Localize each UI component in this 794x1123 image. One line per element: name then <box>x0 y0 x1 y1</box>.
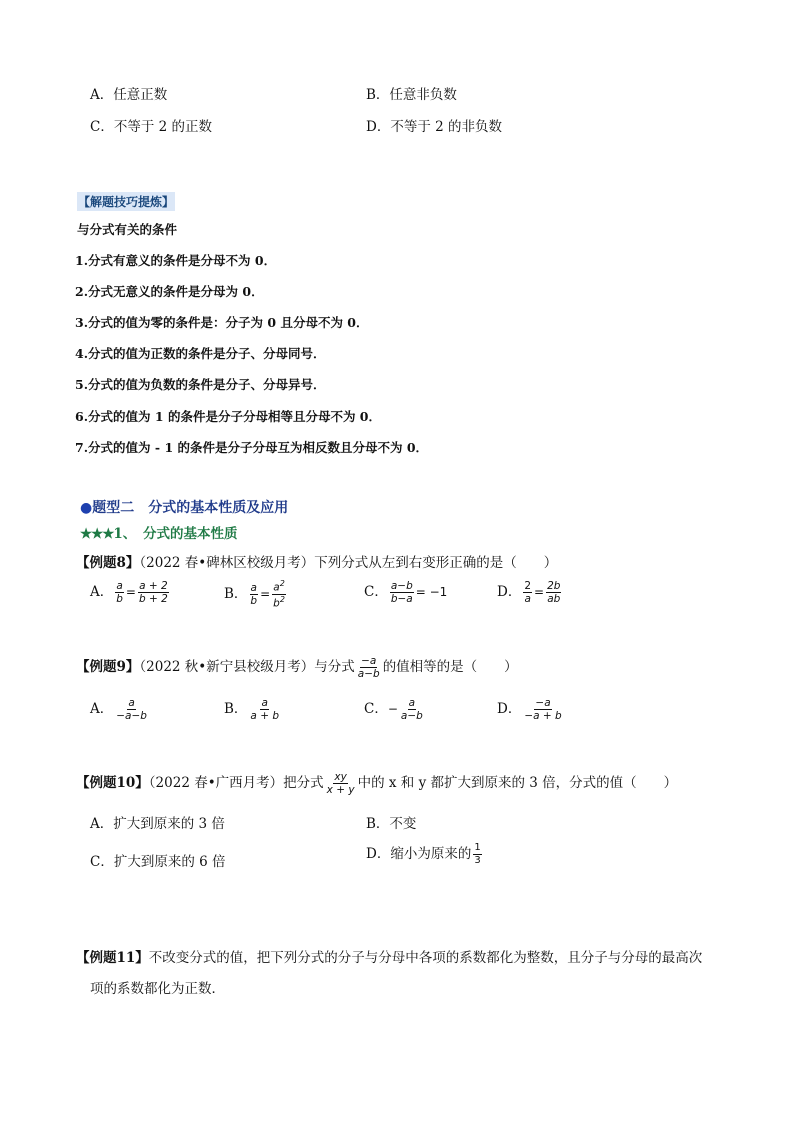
q8-option-b: B． $\frac{a}{b}$ = $\frac{a^2}{b^2}$ <box>224 579 285 610</box>
question-11-line2: 项的系数都化为正数． <box>90 981 225 997</box>
question-text-end: 的值相等的是（ ） <box>382 659 518 675</box>
subsection-title-text: 1、 分式的基本性质 <box>113 526 238 542</box>
q9-option-b: B． $\frac{a}{a + b}$ <box>224 696 279 722</box>
tip-4: 4.分式的值为正数的条件是分子、分母同号． <box>75 346 326 361</box>
question-label: 【例题9】 <box>76 659 140 675</box>
q8-option-a: A． $\frac{a}{b}$ = $\frac{a + 2}{b + 2}$ <box>90 579 168 605</box>
q9-option-c: C．− $\frac{a}{a-b}$ <box>364 696 423 722</box>
tip-1: 1.分式有意义的条件是分母不为 0． <box>75 253 277 268</box>
star-icon: ★★★ <box>80 526 114 542</box>
option-label: D．缩小为原来的 <box>366 846 472 862</box>
question-10: 【例题10】（2022 春•广西月考）把分式 $\frac{xy}{x + y}$ 中的 x 和 y 都扩大到原来的 3 倍，分式的值（ ） <box>76 770 678 796</box>
tips-tag: 【解题技巧提炼】 <box>77 192 175 211</box>
tip-3: 3.分式的值为零的条件是：分子为 0 且分母不为 0． <box>75 315 369 330</box>
question-text: 不改变分式的值，把下列分式的分子与分母中各项的系数都化为整数，且分子与分母的最高次 <box>148 950 703 966</box>
option-label: C． <box>364 701 388 717</box>
question-11 <box>76 946 702 966</box>
option-d: D．不等于 2 的非负数 <box>366 119 502 135</box>
option-a: A．任意正数 <box>90 87 168 103</box>
question-label: 【例题11】 <box>76 950 149 966</box>
q10-option-b: B．不变 <box>366 816 417 832</box>
question-text: （2022 秋•新宁县校级月考）与分式 <box>139 659 355 675</box>
q10-option-d: D．缩小为原来的 $\frac{1}{3}$ <box>366 842 481 866</box>
question-label: 【例题8】 <box>76 555 140 571</box>
tips-heading: 与分式有关的条件 <box>77 222 178 237</box>
subsection-title <box>80 522 237 542</box>
question-text: （2022 春•广西月考）把分式 <box>148 775 324 791</box>
option-label: B． <box>224 586 248 602</box>
option-label: A． <box>90 701 114 717</box>
question-text-end: 中的 x 和 y 都扩大到原来的 3 倍，分式的值（ ） <box>357 775 678 791</box>
q9-option-d: D． $\frac{-a}{-a + b}$ <box>497 696 562 722</box>
option-label: D． <box>497 701 522 717</box>
option-label: B． <box>224 701 248 717</box>
option-c: C．不等于 2 的正数 <box>90 119 213 135</box>
option-b: B．任意非负数 <box>366 87 457 103</box>
q10-option-c: C．扩大到原来的 6 倍 <box>90 854 226 870</box>
tip-7: 7.分式的值为 - 1 的条件是分子分母互为相反数且分母不为 0． <box>75 440 429 455</box>
q8-option-c: C． $\frac{a-b}{b-a}$ = −1 <box>364 579 448 605</box>
question-label: 【例题10】 <box>76 775 149 791</box>
option-label: A． <box>90 584 114 600</box>
tip-6: 6.分式的值为 1 的条件是分子分母相等且分母不为 0． <box>75 409 382 424</box>
q9-option-a: A． $\frac{a}{-a-b}$ <box>90 696 147 722</box>
q10-option-a: A．扩大到原来的 3 倍 <box>90 816 225 832</box>
question-text: （2022 春•碑林区校级月考）下列分式从左到右变形正确的是（ ） <box>139 555 558 571</box>
tip-2: 2.分式无意义的条件是分母为 0． <box>75 284 264 299</box>
option-label: D． <box>497 584 522 600</box>
option-label: C． <box>364 584 388 600</box>
q8-option-d: D． $\frac{2}{a}$ = $\frac{2b}{ab}$ <box>497 579 561 605</box>
bullet-icon: ● <box>80 500 93 516</box>
section-title-text: 题型二 分式的基本性质及应用 <box>92 500 289 516</box>
question-9: 【例题9】（2022 秋•新宁县校级月考）与分式 $\frac{-a}{a-b}$ 的值相等的是（ ） <box>76 654 518 680</box>
tip-5: 5.分式的值为负数的条件是分子、分母异号． <box>75 377 326 392</box>
question-8 <box>76 551 557 571</box>
section-title <box>80 497 288 517</box>
